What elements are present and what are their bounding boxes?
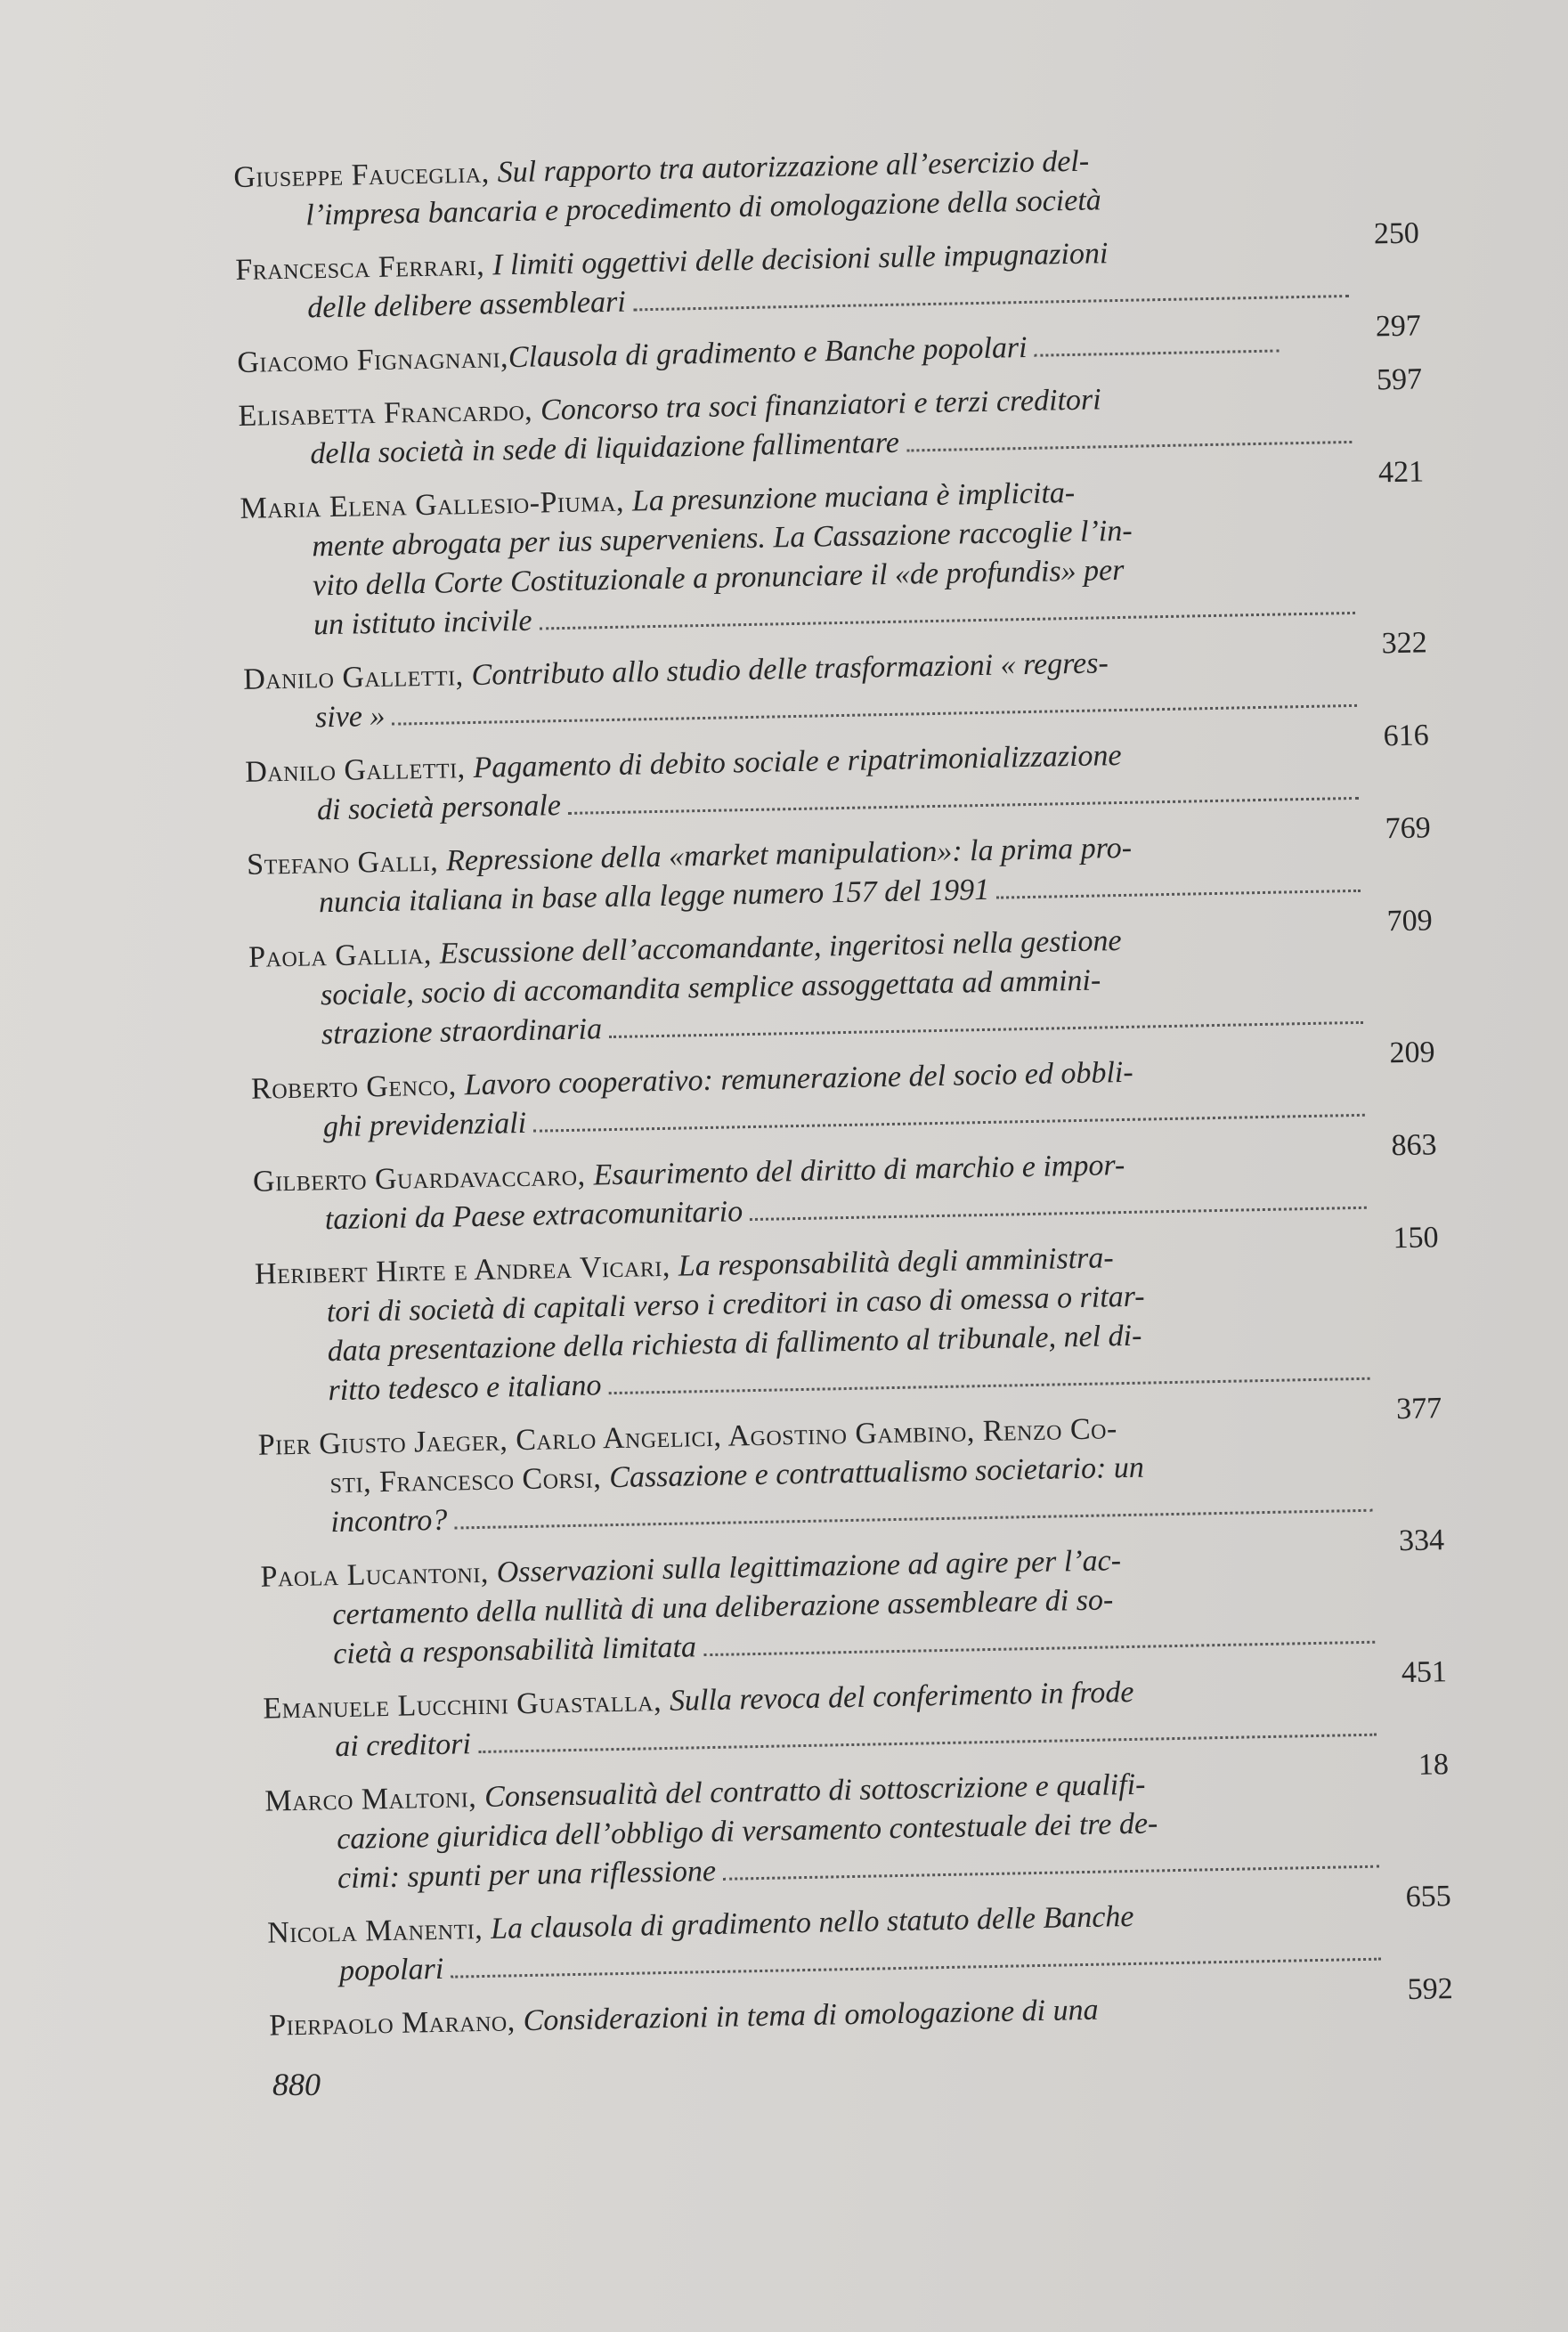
entry-page-number: 421 [1377, 455, 1425, 490]
dot-leader [478, 1725, 1377, 1753]
entry-page-number: 451 [1401, 1655, 1448, 1690]
entry-title: Considerazioni in tema di omologazione di una [523, 1993, 1099, 2038]
entry-author: Pier Giusto Jaeger, Carlo Angelici, Agostino Gambino, Renzo Co- [257, 1412, 1118, 1462]
entry-title: Pagamento di debito sociale e ripatrimonializzazione [473, 738, 1122, 784]
entry-title: incontro? [330, 1503, 448, 1540]
entry-page-number: 18 [1418, 1748, 1450, 1782]
entry-title: Contributo allo studio delle trasformazioni « regres- [471, 646, 1109, 692]
page-folio: 880 [272, 2067, 321, 2102]
dot-leader [392, 695, 1357, 726]
index-entry [237, 321, 1423, 397]
dot-leader [609, 1012, 1363, 1038]
entry-author: Roberto Genco, [250, 1068, 466, 1106]
index-entry [242, 638, 1430, 753]
entry-line [237, 321, 1423, 397]
entry-author: Pierpaolo Marano, [268, 2004, 524, 2043]
index-entry [235, 228, 1422, 344]
entry-page-number: 769 [1385, 811, 1432, 846]
dot-leader [451, 1949, 1381, 1979]
entry-author: Nicola Manenti, [266, 1912, 492, 1950]
entry-author: Paola Gallia, [248, 937, 441, 974]
index-entry [263, 1667, 1450, 1782]
entry-title: data presentazione della richiesta di fallimento al tribunale, nel di- [327, 1319, 1142, 1369]
index-entry [248, 915, 1435, 1070]
entry-title: cimi: spunti per una riflessione [337, 1854, 717, 1896]
dot-leader [633, 286, 1350, 311]
entry-title: vito della Corte Costituzionale a pronunciare il «de profundis» per [312, 553, 1125, 603]
entry-author: Elisabetta Francardo, [238, 394, 541, 433]
entry-title: delle delibere assembleari [306, 285, 627, 325]
entry-title: Sul rapporto tra autorizzazione all’esercizio del- [497, 144, 1090, 190]
entry-title: popolari [338, 1952, 444, 1988]
entry-title: ai creditori [334, 1727, 472, 1764]
entry-author: Marco Maltoni, [264, 1780, 485, 1818]
dot-leader [540, 603, 1356, 630]
entry-author: Emanuele Lucchini Guastalla, [263, 1684, 670, 1726]
entry-title: Clausola di gradimento e Banche popolari [508, 330, 1028, 375]
entry-author: Stefano Galli, [246, 844, 447, 882]
index-entry [250, 1047, 1437, 1163]
entry-author: sti, Francesco Corsi, [329, 1461, 610, 1500]
entry-title: un istituto incivile [313, 604, 532, 642]
entry-page-number: 377 [1395, 1392, 1442, 1426]
entry-author: Giacomo Fignagnani, [237, 341, 509, 379]
entry-page-number: 709 [1386, 904, 1434, 938]
entry-title: ghi previdenziali [322, 1106, 527, 1144]
entry-title: sociale, socio di accomandita semplice assoggettata ad ammini- [320, 963, 1101, 1012]
entry-title: Lavoro cooperativo: remunerazione del socio ed obbli- [464, 1055, 1133, 1102]
entry-author: Francesca Ferrari, [235, 248, 493, 287]
entry-title: cazione giuridica dell’obbligo di versamento contestuale dei tre de- [336, 1807, 1158, 1857]
entry-page-number: 597 [1376, 362, 1423, 397]
entry-title: certamento della nullità di una deliberazione assembleare di so- [332, 1583, 1114, 1632]
entry-author: Paola Lucantoni, [260, 1556, 498, 1594]
entry-line [269, 1984, 1454, 2046]
entry-title: cietà a responsabilità limitata [332, 1630, 697, 1671]
entry-page-number: 150 [1393, 1221, 1439, 1255]
index-entry [246, 823, 1434, 938]
entry-title: Cassazione e contrattualismo societario: un [608, 1450, 1145, 1495]
dot-leader [454, 1500, 1372, 1530]
entry-title: La responsabilità degli amministra- [678, 1241, 1115, 1283]
entry-title: tazioni da Paese extracomunitario [324, 1195, 743, 1237]
entry-title: mente abrogata per ius superveniens. La Cassazione raccoglie l’in- [312, 514, 1133, 564]
entry-title: strazione straordinaria [321, 1012, 603, 1052]
entry-title: La presunzione muciana è implicita- [631, 475, 1076, 518]
entry-title: Esaurimento del diritto di marchio e impor- [593, 1148, 1125, 1192]
index-entries [233, 135, 1454, 2060]
index-entry [260, 1535, 1448, 1690]
entry-title: Escussione dell’accomandante, ingeritosi nella gestione [439, 924, 1122, 971]
entry-author: Maria Elena Gallesio-Piuma, [240, 484, 633, 525]
entry-author: Danilo Galletti, [244, 751, 474, 789]
index-entry [233, 135, 1420, 251]
entry-page-number: 655 [1405, 1880, 1452, 1914]
entry-title: tori di società di capitali verso i creditori in caso di omessa o ritar- [326, 1280, 1145, 1329]
entry-author: Giuseppe Fauceglia, [233, 156, 499, 194]
index-entry [269, 1984, 1454, 2046]
dot-leader [533, 1105, 1365, 1133]
entry-title: ritto tedesco e italiano [328, 1369, 602, 1408]
entry-title: di società personale [316, 789, 562, 827]
entry-author: Heribert Hirte e Andrea Vicari, [254, 1249, 679, 1291]
entry-page-number: 616 [1383, 719, 1430, 753]
index-entry [244, 730, 1432, 846]
entry-page-number: 592 [1407, 1972, 1454, 2007]
entry-title: della società in sede di liquidazione fallimentare [310, 426, 900, 471]
dot-leader [703, 1632, 1375, 1656]
entry-title: Consensualità del contratto di sottoscrizione e qualifi- [483, 1767, 1146, 1814]
entry-title: Sulla revoca del conferimento in frode [669, 1675, 1134, 1718]
index-entry [254, 1232, 1442, 1426]
entry-title: Concorso tra soci finanziatori e terzi creditori [540, 383, 1101, 427]
entry-title: l’impresa bancaria e procedimento di omologazione della società [305, 183, 1102, 232]
entry-author: Danilo Galletti, [242, 658, 472, 696]
entry-page-number: 322 [1381, 626, 1428, 661]
index-entry [240, 467, 1428, 661]
entry-page-number: 250 [1373, 216, 1420, 251]
entry-title: sive » [314, 699, 386, 735]
entry-title: La clausola di gradimento nello statuto delle Banche [490, 1899, 1134, 1946]
entry-page-number: 334 [1398, 1524, 1445, 1558]
entry-page-number: 209 [1389, 1036, 1435, 1070]
dot-leader [608, 1369, 1369, 1394]
dot-leader [906, 432, 1353, 452]
index-entry [252, 1140, 1439, 1255]
dot-leader [1034, 340, 1279, 356]
entry-title: Osservazioni sulla legittimazione ad agire per l’ac- [496, 1544, 1122, 1589]
dot-leader [750, 1198, 1367, 1221]
index-entry [264, 1759, 1452, 1914]
index-entry [266, 1891, 1454, 2007]
entry-author: Gilberto Guardavaccaro, [252, 1158, 594, 1199]
dot-leader [996, 881, 1361, 899]
dot-leader [568, 788, 1359, 815]
entry-page-number: 863 [1391, 1128, 1437, 1163]
entry-title: I limiti oggettivi delle decisioni sulle impugnazioni [492, 237, 1109, 282]
entry-title: nuncia italiana in base alla legge numero 157 del 1991 [318, 873, 990, 920]
entry-title: Repressione della «market manipulation»: la prima pro- [445, 831, 1133, 878]
entry-page-number: 297 [1375, 309, 1422, 344]
index-entry [238, 374, 1425, 490]
dot-leader [723, 1857, 1379, 1881]
index-entry [257, 1403, 1445, 1558]
